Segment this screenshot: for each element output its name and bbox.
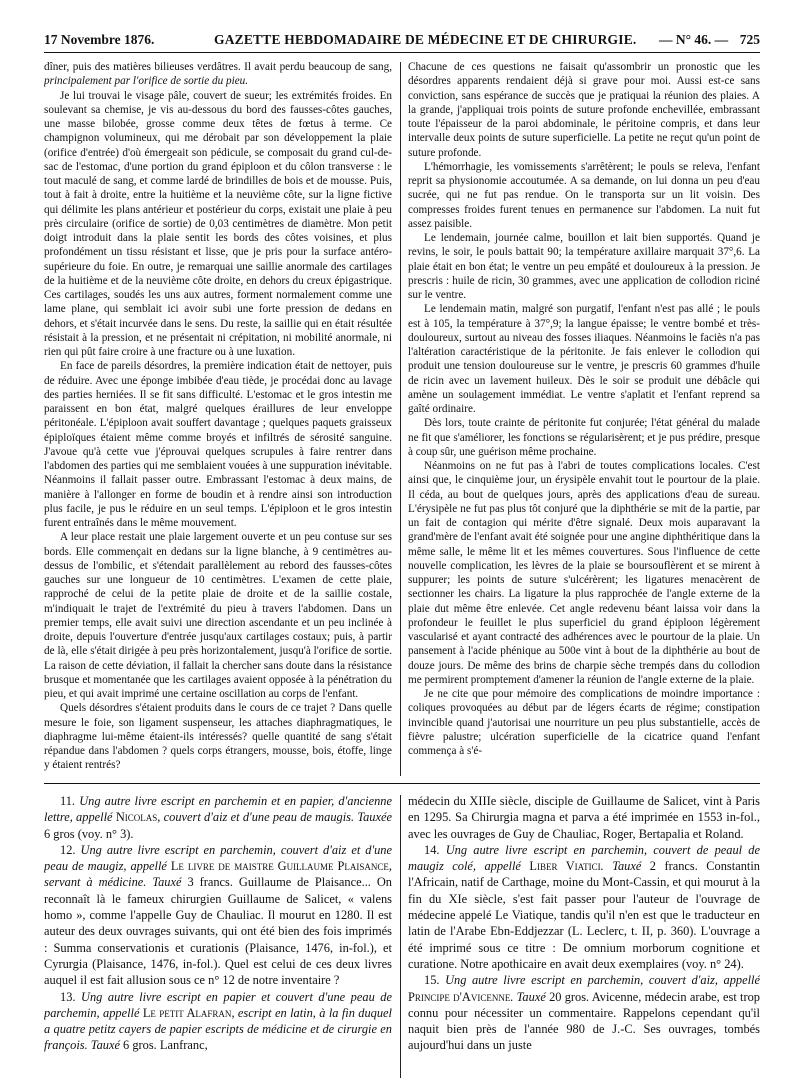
section-divider bbox=[44, 783, 760, 784]
upper-right-column bbox=[408, 60, 760, 778]
paragraph: Je ne cite que pour mémoire des complications de moindre importance : coliques provoquées au début par de légers écarts de régime; constipation invincible quand j'autorisai une nourriture un peu plus substantielle, accès de fièvre palustre; ulcération superficielle de la cicatrice quand l'enfant commença à s'é- bbox=[408, 688, 760, 757]
inventory-entry: 11. Ung autre livre escript en parchemin et en papier, d'ancienne lettre, appellé Nicolas, couvert d'aiz et d'une peau de maugis. Tauxée 6 gros (voy. n° 3). bbox=[44, 794, 392, 841]
header-title: GAZETTE HEBDOMADAIRE DE MÉDECINE ET DE CHIRURGIE. bbox=[214, 32, 637, 47]
paragraph: Dès lors, toute crainte de péritonite fut conjurée; l'état général du malade ne fit que s'améliorer, les fonctions se régularisèrent; et je pus prédire, presque à coup sûr, une guérison même prochaine. bbox=[408, 417, 760, 458]
header-page-number: 725 bbox=[739, 32, 760, 47]
italic-phrase: principalement par l'orifice de sortie du pieu. bbox=[44, 75, 249, 88]
inventory-entry: 14. Ung autre livre escript en parchemin, couvert de peaul de maugiz colé, appellé Liber Viatici. Tauxé 2 francs. Constantin l'Africain, natif de Carthage, moine du Mont-Cassin, et qui mourut à la fin du XIe siècle, s'est fait passer pour l'auteur de l'ouvrage de médecine appelé Le Viatique, tandis qu'il n'en est que le traducteur en latin de l'Arabe Ebn-Eddjezzar (L. Leclerc, t. II, p. 360). L'ouvrage a été imprimé sous ce titre : De omnium morborum cognitione et curatione. Notre apothicaire en avait deux exemplaires (voy. n° 24). bbox=[408, 842, 760, 971]
paragraph: En face de pareils désordres, la première indication était de nettoyer, puis de réduire. Avec une éponge imbibée d'eau tiède, je procédai donc au lavage des parties herniées. Il se fit sans difficulté. L'estomac et le gros intestin me paraissent en bon état, malgré quelques éraillures de leur enveloppe péritonéale. L'épiploon avait souffert davantage ; quelques paquets graisseux épiploïques étaient même comme broyés et infiltrés de sérosité sanguine. J'avoue qu'à cette vue j'éprouvai quelques scrupules à faire rentrer dans l'abdomen des parties qui me semblaient vouées à une suppuration inévitable. Néanmoins il fallait passer outre. Embrassant l'estomac à deux mains, de manière à l'allonger en forme de boudin et à rendre ainsi son introduction plus facile, je pus le réduire en un seul temps. L'épiploon et le gros intestin furent entraînés dans le même mouvement. bbox=[44, 360, 392, 529]
paragraph: Quels désordres s'étaient produits dans le cours de ce trajet ? Dans quelle mesure le foie, son ligament suspenseur, les attaches diaphragmatiques, le diaphragme lui-même étaient-ils intéressés? quelle quantité de sang s'était répandue dans l'abdomen ? quels corps étrangers, mousse, bois, étoffe, linge y étaient rentrés? bbox=[44, 702, 392, 772]
header-date: 17 Novembre 1876. bbox=[44, 32, 155, 47]
upper-left-column bbox=[44, 60, 392, 778]
paragraph: A leur place restait une plaie largement ouverte et un peu contuse sur ses bords. Elle commençait en dedans sur la ligne blanche, à 9 centimètres au-dessus de l'ombilic, et s'étendait parallèlement au rebord des fausses-côtes gauches sur une longueur de 10 centimètres. L'examen de cette plaie, rapproché de celui de la petite plaie de droite et de la saillie costale, m'indiquait le trajet de l'extrémité du pieu à travers l'abdomen. Dans un premier temps, elle avait suivi une direction ascendante et un peu inclinée à droite, depuis l'ouverture d'entrée jusqu'aux cartilages costaux; puis, à partir de là, elle s'était dirigée à peu près horizontalement, jusqu'à l'orifice de sortie. La raison de cette déviation, il fallait la chercher sans doute dans la résistance brusque et momentanée que les cartilages avaient opposée à la pénétration du pieu, et qui avait imprimé une certaine oscillation au corps de l'enfant. bbox=[44, 531, 392, 700]
paragraph: dîner, puis des matières bilieuses verdâtres. Il avait perdu beaucoup de sang, principalement par l'orifice de sortie du pieu. bbox=[44, 61, 392, 88]
inventory-left-column bbox=[44, 793, 392, 1078]
column-divider bbox=[400, 795, 401, 1078]
inventory-right-column bbox=[408, 793, 760, 1078]
paragraph: Néanmoins on ne fut pas à l'abri de toutes complications locales. C'est ainsi que, le cinquième jour, un érysipèle envahit tout le pourtour de la plaie. Il céda, au bout de quelques jours, après des applications d'eau de sureau. L'érysipèle ne fut pas plus tôt conjuré que la diphthérie se mit de la partie, par un fait de contagion qui mérite d'être signalé. Deux mois auparavant la grand'mère de l'enfant avait été soignée pour une angine diphthéritique dans la même salle, le même lit et les mêmes couvertures. Sous l'influence de cette nouvelle complication, les lèvres de la plaie se boursouflèrent et se mirent à suppurer; les points de suture s'ulcérèrent; les ligatures menacèrent de sectionner les chairs. La ligature la plus rapprochée de l'angle externe de la plaie dut même être enlevée. Cet angle redevenu béant laissa voir dans la profondeur le feuillet le plus superficiel du grand épiploon légèrement vascularisé et ayant contracté des adhérences avec le pourtour de la plaie. Un pansement à l'acide phénique au 500e vint à bout de la diphthérie au bout de douze jours. De même des brins de charpie sèche trempés dans du collodion me permirent promptement d'amener la réunion de l'angle externe de la plaie. bbox=[408, 460, 760, 686]
column-divider bbox=[400, 62, 401, 776]
page-header bbox=[44, 30, 760, 53]
inventory-entry: 12. Ung autre livre escript en parchemin, couvert d'aiz et d'une peau de maugiz, appellé Le livre de maistre Guillaume Plaisance, servant à médicine. Tauxé 3 francs. Guillaume de Plaisance... On reconnaît là le fameux chirurgien Guillaume de Salicet, « valens homo », comme l'appelle Guy de Chauliac. Il mourut en 1280. Il est auteur des deux ouvrages suivants, qui ont été bien des fois imprimés : Summa conservationis et curationis (Plaisance, 1476, in-fol.), et Cyrurgia (Plaisance, 1476, in-fol.). Quel est celui de ces deux livres auquel il est fait allusion sous ce n° 12 de notre inventaire ? bbox=[44, 842, 392, 988]
paragraph: Je lui trouvai le visage pâle, couvert de sueur; les extrémités froides. En soulevant sa chemise, je vis au-dessous du bord des fausses-côtes gauches, une masse bilobée, grosse comme deux têtes de fœtus à terme. Ce champignon volumineux, qui me dérobait par son développement la plaie (orifice d'entrée) d'où émergeait son pédicule, se composait du grand cul-de-sac de l'estomac, d'une portion du grand épiploon et du côlon transverse : le tout maculé de sang, et comme lardé de brindilles de bois et de mousse. Puis, tout à fait à droite, entre la huitième et la neuvième côte, sur la ligne fictive qui délimite les plans antérieur et postérieur du corps, existait une plaie à peu près circulaire (orifice de sortie) de 0,03 centimètres de diamètre. Mon petit doigt introduit dans la plaie sentit les bords des côtes voisines, et plus profondément un tissu résistant et lisse, que je pris pour la surface antéro-supérieure du foie. En outre, je remarquai une saillie anormale des cartilages de la huitième et de la neuvième côte droite, en dehors du creux épigastrique. Ces cartilages, soudés les uns aux autres, forment normalement comme une lame plane, qui semblait ici avoir subi une forte pression de dedans en dehors, et s'était incurvée dans le sens. Du reste, la saillie qui en était résultée résistait à la pression, et ne présentait ni crépitation, ni mobilité anormale, ni rien qui pût faire croire à une fracture ou à une luxation. bbox=[44, 89, 392, 358]
paragraph: L'hémorrhagie, les vomissements s'arrêtèrent; le pouls se releva, l'enfant reprit sa physionomie accoutumée. A sa demande, on lui donna un peu d'eau sucrée, qui ne fut pas rendue. On le transporta sur un lit voisin. Des compresses froides furent tenues en permanence sur l'abdomen. La nuit fut assez paisible. bbox=[408, 160, 760, 230]
header-issue-number: — N° 46. — bbox=[659, 32, 729, 47]
paragraph: Le lendemain matin, malgré son purgatif, l'enfant n'est pas allé ; le pouls est à 105, la température à 37°,9; la langue épaisse; le ventre bombé et très-douloureux, surtout au niveau des fosses iliaques. Néanmoins le faciès n'a pas l'altération caractéristique de la péritonite. Je fais enlever le collodion qui produit une tension douloureuse sur le ventre, je prescris 60 grammes d'huile de ricin avec un lavement huileux. Dès le soir se produit une débâcle qui amène un soulagement immédiat. Le ventre s'aplatit et l'enfant reprend sa gaîté ordinaire. bbox=[408, 303, 760, 415]
inventory-entry: 13. Ung autre livre escript en papier et couvert d'une peau de parchemin, appellé Le petit Alafran, escript en latin, à la fin duquel a quatre petitz cayers de papier escripts de médicine et de cirurgie en françois. Tauxé 6 gros. Lanfranc, bbox=[44, 989, 392, 1053]
paragraph: Chacune de ces questions ne faisait qu'assombrir un pronostic que les désordres apparents rendaient déjà si grave pour moi. Aussi est-ce sans conviction, sans espérance de succès que je pratiquai la réunion des plaies. A la grande, j'appliquai trois points de suture profonde enchevillée, embrassant toute l'épaisseur de la paroi abdominale, le péritoine compris, et dans leur intervalle deux points de suture superficielle. La petite ne reçut qu'un point de suture profonde. bbox=[408, 61, 760, 159]
paragraph: Le lendemain, journée calme, bouillon et lait bien supportés. Quand je revins, le soir, le pouls battait 90; la température axillaire marquait 37°,6. La plaie était en bon état; le ventre un peu empâté et douloureux à la pression. Je prescris : huile de ricin, 30 grammes, avec une application de collodion riciné sur le ventre. bbox=[408, 232, 760, 301]
inventory-entry: 15. Ung autre livre escript en parchemin, couvert d'aiz, appellé Principe d'Avicenne. Tauxé 20 gros. Avicenne, médecin arabe, est trop connu pour nécessiter un commentaire. Rappelons cependant qu'il naquit bien près de l'année 980 de J.-C. Ses ouvrages, tombés aujourd'hui dans un juste bbox=[408, 973, 760, 1053]
paragraph: médecin du XIIIe siècle, disciple de Guillaume de Salicet, vint à Paris en 1295. Sa Chirurgia magna et parva a été imprimée en 1553 in-fol., avec les ouvrages de Guy de Chauliac, Roger, Bertapalia et Roland. bbox=[408, 794, 760, 841]
